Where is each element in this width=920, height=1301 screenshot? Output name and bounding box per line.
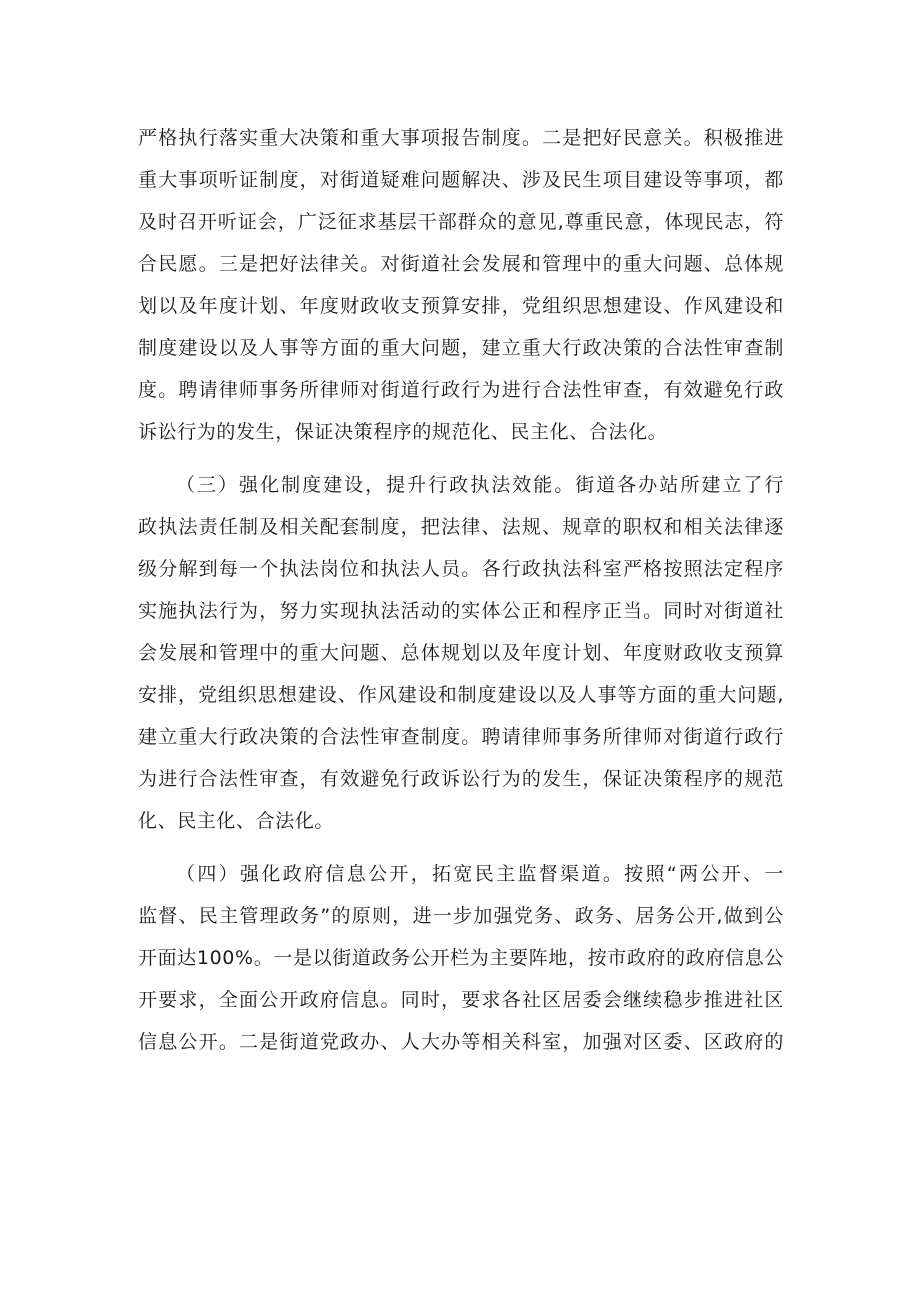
text-line: 化、民主化、合法化。 xyxy=(138,810,335,832)
text-line: 政执法责任制及相关配套制度，把法律、法规、规章的职权和相关法律逐 xyxy=(138,516,784,538)
text-line: 开面达100%。一是以街道政务公开栏为主要阵地，按市政府的政府信息公 xyxy=(138,947,784,969)
text-line: 度。聘请律师事务所律师对街道行政行为进行合法性审查，有效避免行政 xyxy=(138,379,784,401)
document-body xyxy=(138,117,784,1063)
text-line: 信息公开。二是街道党政办、人大办等相关科室，加强对区委、区政府的 xyxy=(138,1031,784,1053)
text-line: 制度建设以及人事等方面的重大问题，建立重大行政决策的合法性审查制 xyxy=(138,337,784,359)
paragraph-1 xyxy=(138,117,784,453)
text-line: 实施执法行为，努力实现执法活动的实体公正和程序正当。同时对街道社 xyxy=(138,600,784,622)
text-line: 为进行合法性审查，有效避免行政诉讼行为的发生，保证决策程序的规范 xyxy=(138,768,784,790)
paragraph-3 xyxy=(138,853,784,1063)
text-line: 划以及年度计划、年度财政收支预算安排，党组织思想建设、作风建设和 xyxy=(138,295,784,317)
text-line: （四）强化政府信息公开，拓宽民主监督渠道。按照“两公开、一 xyxy=(176,863,784,885)
text-line: 安排，党组织思想建设、作风建设和制度建设以及人事等方面的重大问题, xyxy=(138,684,784,706)
text-line: 会发展和管理中的重大问题、总体规划以及年度计划、年度财政收支预算 xyxy=(138,642,784,664)
text-line: 开要求，全面公开政府信息。同时，要求各社区居委会继续稳步推进社区 xyxy=(138,989,784,1011)
text-line: 监督、民主管理政务”的原则，进一步加强党务、政务、居务公开,做到公 xyxy=(138,905,784,927)
text-line: 重大事项听证制度，对街道疑难问题解决、涉及民生项目建设等事项，都 xyxy=(138,169,784,191)
text-line: 合民愿。三是把好法律关。对街道社会发展和管理中的重大问题、总体规 xyxy=(138,253,784,275)
text-line: 严格执行落实重大决策和重大事项报告制度。二是把好民意关。积极推进 xyxy=(138,127,784,149)
text-line: 建立重大行政决策的合法性审查制度。聘请律师事务所律师对街道行政行 xyxy=(138,726,784,748)
text-line: 级分解到每一个执法岗位和执法人员。各行政执法科室严格按照法定程序 xyxy=(138,558,784,580)
paragraph-2 xyxy=(138,464,784,842)
text-line: （三）强化制度建设，提升行政执法效能。街道各办站所建立了行 xyxy=(176,474,784,496)
text-line: 诉讼行为的发生，保证决策程序的规范化、民主化、合法化。 xyxy=(138,421,668,443)
text-line: 及时召开听证会，广泛征求基层干部群众的意见,尊重民意，体现民志，符 xyxy=(138,211,784,233)
